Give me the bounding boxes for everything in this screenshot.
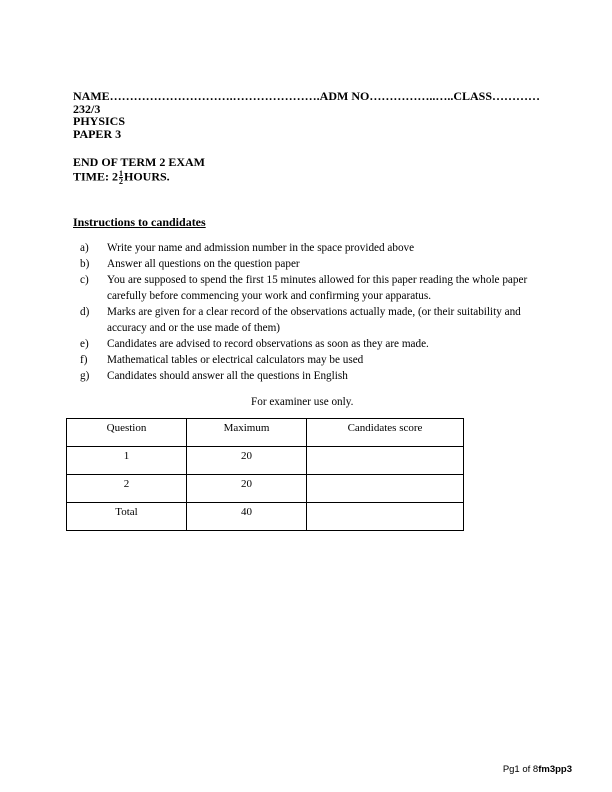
exam-time [73,170,170,185]
list-item [80,272,537,304]
header-maximum: Maximum [187,419,307,447]
score-cell [307,475,464,503]
maximum-cell: 20 [187,447,307,475]
item-label: c) [80,274,89,286]
paper-number: PAPER 3 [73,127,122,141]
question-cell: 2 [67,475,187,503]
item-text: Marks are given for a clear record of the observations actually made, (or their suitability and accuracy and or the use made of them) [107,306,521,334]
list-item [80,256,537,272]
instructions-title: Instructions to candidates [73,215,206,229]
item-label: f) [80,354,88,366]
list-item [80,240,537,256]
item-text: Mathematical tables or electrical calculators may be used [107,354,364,366]
item-text: Write your name and admission number in the space provided above [107,242,415,254]
footer-code: fm3pp3 [538,764,572,775]
name-adm-class-line: NAME………………………….………………….ADM NO……………..…..CLASS………… [73,89,541,103]
item-label: g) [80,370,90,382]
maximum-cell: 20 [187,475,307,503]
header-candidates-score: Candidates score [307,419,464,447]
item-text: Candidates should answer all the questions in English [107,370,348,382]
item-text: Candidates are advised to record observations as soon as they are made. [107,338,429,350]
time-suffix: HOURS. [124,169,170,184]
list-item [80,368,537,384]
table-row [67,503,464,531]
examiner-score-table [66,418,464,531]
fraction-denominator: 2 [119,177,123,186]
item-label: d) [80,306,90,318]
score-cell [307,447,464,475]
question-cell: 1 [67,447,187,475]
page-number: Pg1 of 8 [502,764,539,775]
instructions-list [80,240,537,384]
exam-title: END OF TERM 2 EXAM [73,155,205,169]
examiner-caption: For examiner use only. [251,396,354,408]
score-cell [307,503,464,531]
item-label: a) [80,242,89,254]
table-row [67,475,464,503]
table-row [67,447,464,475]
item-label: e) [80,338,89,350]
table-header-row [67,419,464,447]
time-fraction [119,170,123,185]
page-footer [503,764,572,775]
list-item [80,336,537,352]
time-prefix: TIME: 2 [73,169,118,184]
question-cell: Total [67,503,187,531]
subject: PHYSICS [73,114,126,128]
item-text: You are supposed to spend the first 15 minutes allowed for this paper reading the whole paper carefully before commencing your work and confirming your apparatus. [107,274,528,302]
item-label: b) [80,258,90,270]
fraction-numerator: 1 [119,169,123,178]
item-text: Answer all questions on the question paper [107,258,300,270]
header-question: Question [67,419,187,447]
list-item [80,304,537,336]
maximum-cell: 40 [187,503,307,531]
list-item [80,352,537,368]
paper-code: 232/3 [73,102,101,116]
